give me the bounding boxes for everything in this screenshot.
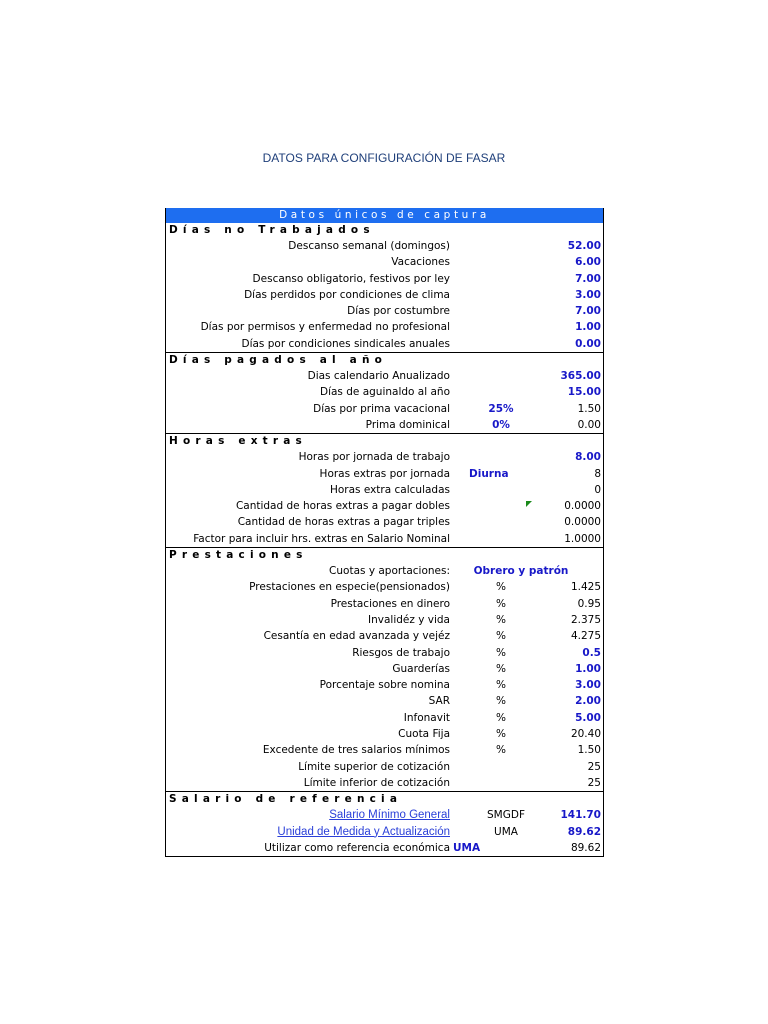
percent-sign: % — [496, 662, 506, 675]
row-prima-dominical — [166, 417, 603, 434]
row-label: Excedente de tres salarios mínimos — [262, 744, 450, 757]
fasar-sheet — [165, 208, 604, 857]
row-value: 25 — [587, 776, 601, 789]
percent-sign: % — [496, 581, 506, 594]
row-label: Cantidad de horas extras a pagar triples — [237, 516, 450, 529]
row-label: Utilizar como referencia económica — [264, 841, 450, 854]
row-label: Descanso semanal (domingos) — [288, 240, 450, 252]
row-horas-dobles — [166, 498, 603, 514]
row-horas-extras-jornada — [166, 466, 603, 482]
smg-link[interactable]: Salario Mínimo General — [329, 809, 450, 822]
row-cuotas — [166, 563, 603, 579]
row-label: Dias calendario Anualizado — [307, 370, 450, 383]
percent-sign: % — [496, 613, 506, 626]
row-prestacion — [166, 742, 603, 758]
input-dias-permisos[interactable]: 1.00 — [575, 321, 601, 334]
row-prestacion — [166, 693, 603, 709]
row-prestacion — [166, 661, 603, 677]
percent-sign: % — [496, 630, 506, 643]
jornada-type-select[interactable]: Diurna — [469, 467, 509, 480]
input-dias-costumbre[interactable]: 7.00 — [575, 305, 601, 318]
percent-sign: % — [496, 646, 506, 659]
row-value: 0.0000 — [564, 500, 601, 513]
section-dias-no-trabajados: Días no Trabajados — [169, 224, 375, 236]
row-value: 0.95 — [577, 597, 601, 610]
row-value: 1.0000 — [564, 532, 601, 545]
row-dias-sindicales — [166, 336, 603, 353]
input-prima-dominical-pct[interactable]: 0% — [492, 418, 510, 431]
percent-sign: % — [496, 597, 506, 610]
row-dias-costumbre — [166, 303, 603, 319]
row-prestacion — [166, 579, 603, 595]
section-prestaciones: Prestaciones — [169, 549, 308, 562]
row-factor-horas — [166, 531, 603, 548]
row-value: 8 — [594, 467, 601, 480]
input-dias-clima[interactable]: 3.00 — [575, 288, 601, 301]
input-dias-calendario[interactable]: 365.00 — [560, 370, 601, 383]
percent-sign: % — [496, 744, 506, 757]
section-horas-extras: Horas extras — [169, 435, 307, 448]
row-descanso-obligatorio — [166, 271, 603, 287]
row-label: Riesgos de trabajo — [352, 646, 450, 659]
row-label: Prestaciones en dinero — [330, 597, 450, 610]
row-label: Vacaciones — [391, 256, 450, 269]
referencia-select[interactable]: UMA — [453, 841, 481, 854]
row-label: Infonavit — [403, 711, 450, 724]
percent-sign: % — [496, 679, 506, 692]
input-sar[interactable]: 2.00 — [575, 695, 601, 708]
row-value: 1.50 — [577, 744, 601, 757]
percent-sign: % — [496, 711, 506, 724]
sheet-header: Datos únicos de captura — [166, 208, 603, 223]
input-riesgos-trabajo[interactable]: 0.5 — [582, 646, 601, 659]
row-value: 2.375 — [570, 613, 601, 626]
row-label: Porcentaje sobre nomina — [319, 679, 450, 692]
row-label: Guarderías — [392, 662, 450, 675]
row-limite-inferior — [166, 775, 603, 792]
row-prestacion — [166, 628, 603, 644]
row-prestacion — [166, 726, 603, 742]
row-label: Invalidéz y vida — [368, 613, 450, 626]
section-dias-pagados: Días pagados al año — [169, 354, 388, 367]
row-prestacion — [166, 645, 603, 661]
row-label: Horas extras por jornada — [319, 467, 450, 480]
row-value: 89.62 — [570, 841, 601, 854]
percent-sign: % — [496, 695, 506, 708]
row-value: 0.00 — [577, 418, 601, 431]
page-title: DATOS PARA CONFIGURACIÓN DE FASAR — [262, 151, 506, 165]
input-uma[interactable]: 89.62 — [567, 825, 601, 838]
row-label: Prima dominical — [365, 418, 450, 431]
row-value: 20.40 — [570, 728, 601, 741]
input-descanso-obligatorio[interactable]: 7.00 — [575, 272, 601, 285]
input-infonavit[interactable]: 5.00 — [575, 711, 601, 724]
row-aguinaldo — [166, 384, 603, 400]
row-label: Días por prima vacacional — [313, 402, 450, 415]
row-prestacion — [166, 612, 603, 628]
row-label: Descanso obligatorio, festivos por ley — [252, 272, 450, 285]
row-label: Límite inferior de cotización — [303, 776, 450, 789]
row-label: Factor para incluir hrs. extras en Salario Nominal — [193, 532, 450, 545]
row-limite-superior — [166, 759, 603, 775]
row-label: Horas extra calculadas — [329, 483, 450, 496]
row-label: Días por permisos y enfermedad no profesional — [200, 321, 450, 334]
row-dias-clima — [166, 287, 603, 303]
input-smg[interactable]: 141.70 — [560, 809, 601, 822]
comment-marker-icon[interactable] — [526, 501, 532, 507]
row-vacaciones — [166, 254, 603, 270]
cuotas-select[interactable]: Obrero y patrón — [473, 565, 569, 578]
row-label: Horas por jornada de trabajo — [298, 451, 450, 464]
row-label: Límite superior de cotización — [298, 760, 450, 773]
row-value: 0 — [594, 483, 601, 496]
uma-code: UMA — [494, 825, 518, 838]
row-label: Días por condiciones sindicales anuales — [241, 337, 450, 350]
row-label: Días de aguinaldo al año — [319, 386, 450, 399]
row-label: Días por costumbre — [347, 305, 450, 318]
row-smg — [166, 807, 603, 823]
row-label: SAR — [428, 695, 450, 708]
section-salario-referencia: Salario de referencia — [169, 793, 403, 806]
row-prestacion — [166, 710, 603, 726]
row-dias-calendario — [166, 368, 603, 384]
row-value: 25 — [587, 760, 601, 773]
row-prestacion — [166, 677, 603, 693]
smgdf-code: SMGDF — [487, 809, 525, 822]
row-horas-calculadas — [166, 482, 603, 498]
input-descanso-semanal[interactable]: 52.00 — [567, 240, 601, 252]
input-aguinaldo[interactable]: 15.00 — [567, 386, 601, 399]
row-uma — [166, 824, 603, 840]
row-value: 4.275 — [570, 630, 601, 643]
row-label: Prestaciones en especie(pensionados) — [249, 581, 450, 594]
row-dias-permisos — [166, 319, 603, 335]
input-porcentaje-nomina[interactable]: 3.00 — [575, 679, 601, 692]
input-horas-jornada[interactable]: 8.00 — [575, 451, 601, 464]
row-value: 0.0000 — [564, 516, 601, 529]
row-label: Cantidad de horas extras a pagar dobles — [235, 500, 450, 513]
row-label: Cuota Fija — [398, 728, 450, 741]
percent-sign: % — [496, 728, 506, 741]
row-horas-triples — [166, 514, 603, 530]
input-prima-vacacional-pct[interactable]: 25% — [488, 402, 514, 415]
input-vacaciones[interactable]: 6.00 — [575, 256, 601, 269]
input-guarderias[interactable]: 1.00 — [575, 662, 601, 675]
row-referencia-economica — [166, 840, 603, 856]
row-label: Días perdidos por condiciones de clima — [244, 288, 450, 301]
row-value: 1.425 — [570, 581, 601, 594]
row-prima-vacacional — [166, 401, 603, 417]
row-label: Cuotas y aportaciones: — [329, 565, 450, 578]
input-dias-sindicales[interactable]: 0.00 — [575, 337, 601, 350]
row-label: Cesantía en edad avanzada y vejéz — [263, 630, 450, 643]
row-descanso-semanal — [166, 238, 603, 254]
row-value: 1.50 — [577, 402, 601, 415]
uma-link[interactable]: Unidad de Medida y Actualización — [277, 825, 450, 838]
row-prestacion — [166, 596, 603, 612]
row-horas-jornada — [166, 449, 603, 465]
